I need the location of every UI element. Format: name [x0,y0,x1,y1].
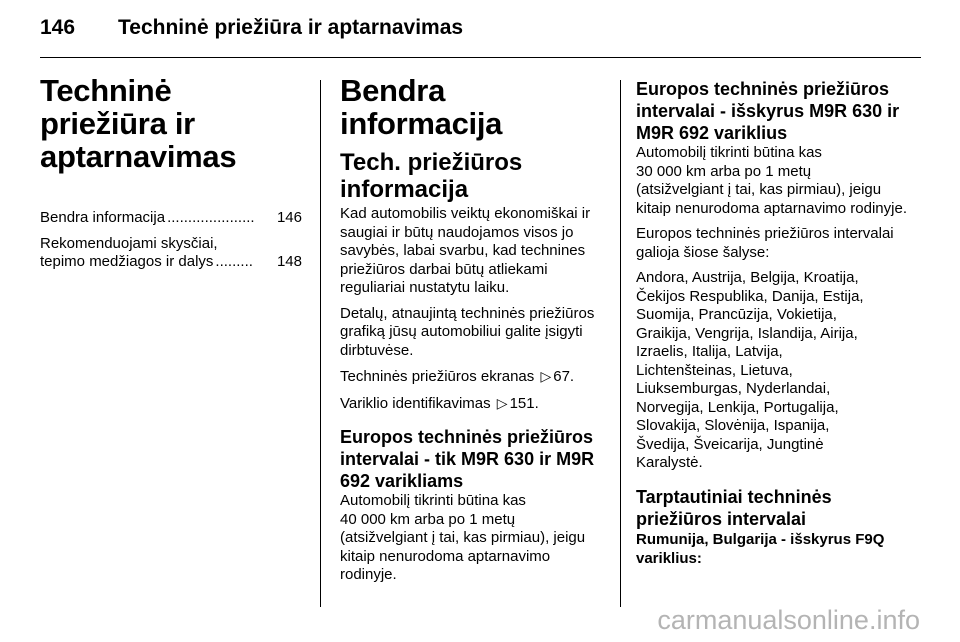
list-item: Slovakija, Slovėnija, Ispanija, [636,417,830,434]
list-item: Suomija, Prancūzija, Vokietija, [636,306,837,323]
list-item: Švedija, Šveicarija, Jungtinė [636,435,824,453]
paragraph-line: 30 000 km arba po 1 metų [636,162,812,180]
paragraph-with-reference [340,394,607,414]
reference-text: Variklio identifikavimas [340,394,491,412]
list-item: Karalystė. [636,454,703,471]
header-rule [40,57,921,58]
page-header [40,8,920,48]
paragraph-with-reference [340,367,607,387]
running-title: Techninė priežiūra ir aptarnavimas [118,16,464,39]
country-list [636,269,914,473]
column-divider [320,80,321,607]
toc-entry[interactable] [40,209,302,228]
section-heading: Europos techninės priežiūros intervalai - tik M9R 630 ir M9R 692 varikliams [340,427,595,491]
list-item: Lichtenšteinas, Lietuva, [636,361,793,379]
toc-page: 146 [276,209,302,226]
table-of-contents [40,209,302,272]
paragraph-line: Automobilį tikrinti būtina kas [636,144,822,161]
column-divider [620,80,621,607]
toc-label: Bendra informacija [40,209,166,226]
section-title: Bendra informacija [340,73,503,141]
toc-entry[interactable] [40,235,302,272]
paragraph-line: 40 000 km arba po 1 metų [340,510,516,528]
toc-leader: ......... [215,253,253,270]
list-item: Graikija, Vengrija, Islandija, Airija, [636,324,858,342]
list-item: Liuksemburgas, Nyderlandai, [636,380,831,397]
paragraph-line: (atsižvelgiant į tai, kas pirmiau), jeigu kitaip nenurodoma aptarnavimo rodinyje. [636,181,907,217]
paragraph: Europos techninės priežiūros intervalai galioja šiose šalyse: [636,225,894,261]
list-item: Čekijos Respublika, Danija, Estija, [636,287,864,305]
watermark: carmanualsonline.info [657,605,920,635]
section-heading: Europos techninės priežiūros intervalai - išskyrus M9R 630 ir M9R 692 variklius [636,79,900,143]
subsection-title: Tech. priežiūros informacija [340,149,523,203]
toc-label: tepimo medžiagos ir dalys [40,253,214,270]
reference-link[interactable]: 67. [553,368,575,385]
arrow-triangle-icon: ▷ [540,368,552,384]
toc-page: 148 [276,253,302,270]
arrow-triangle-icon: ▷ [496,394,508,411]
list-item: Norvegija, Lenkija, Portugalija, [636,398,839,416]
list-item: Andora, Austrija, Belgija, Kroatija, [636,269,859,286]
toc-label: Rekomenduojami skysčiai, [40,234,218,252]
page-number: 146 [40,16,76,39]
paragraph-line: (atsižvelgiant į tai, kas pirmiau), jeigu kitaip nenurodoma aptarnavimo rodinyje. [340,529,586,583]
reference-link[interactable]: 151. [509,394,539,412]
toc-leader: ..................... [167,209,255,226]
section-heading: Tarptautiniai techninės priežiūros intervalai [636,486,832,529]
reference-text: Techninės priežiūros ekranas [340,368,535,385]
subheading: Rumunija, Bulgarija - išskyrus F9Q variklius: [636,530,885,567]
list-item: Izraelis, Italija, Latvija, [636,343,783,360]
column-2 [340,70,607,592]
column-3 [636,70,914,568]
column-1 [40,70,302,279]
chapter-title: Techninė priežiūra ir aptarnavimas [40,73,237,174]
paragraph: Kad automobilis veiktų ekonomiškai ir saugiai ir būtų naudojamos visos jo savybės, labai svarbu, kad technines priežiūros darbai būtų atliekami reguliariai nustatytu laiku. [340,205,591,296]
paragraph-line: Automobilį tikrinti būtina kas [340,492,526,509]
paragraph: Detalų, atnaujintą techninės priežiūros grafiką jūsų automobiliui galite įsigyti dirbtuvėse. [340,304,595,359]
